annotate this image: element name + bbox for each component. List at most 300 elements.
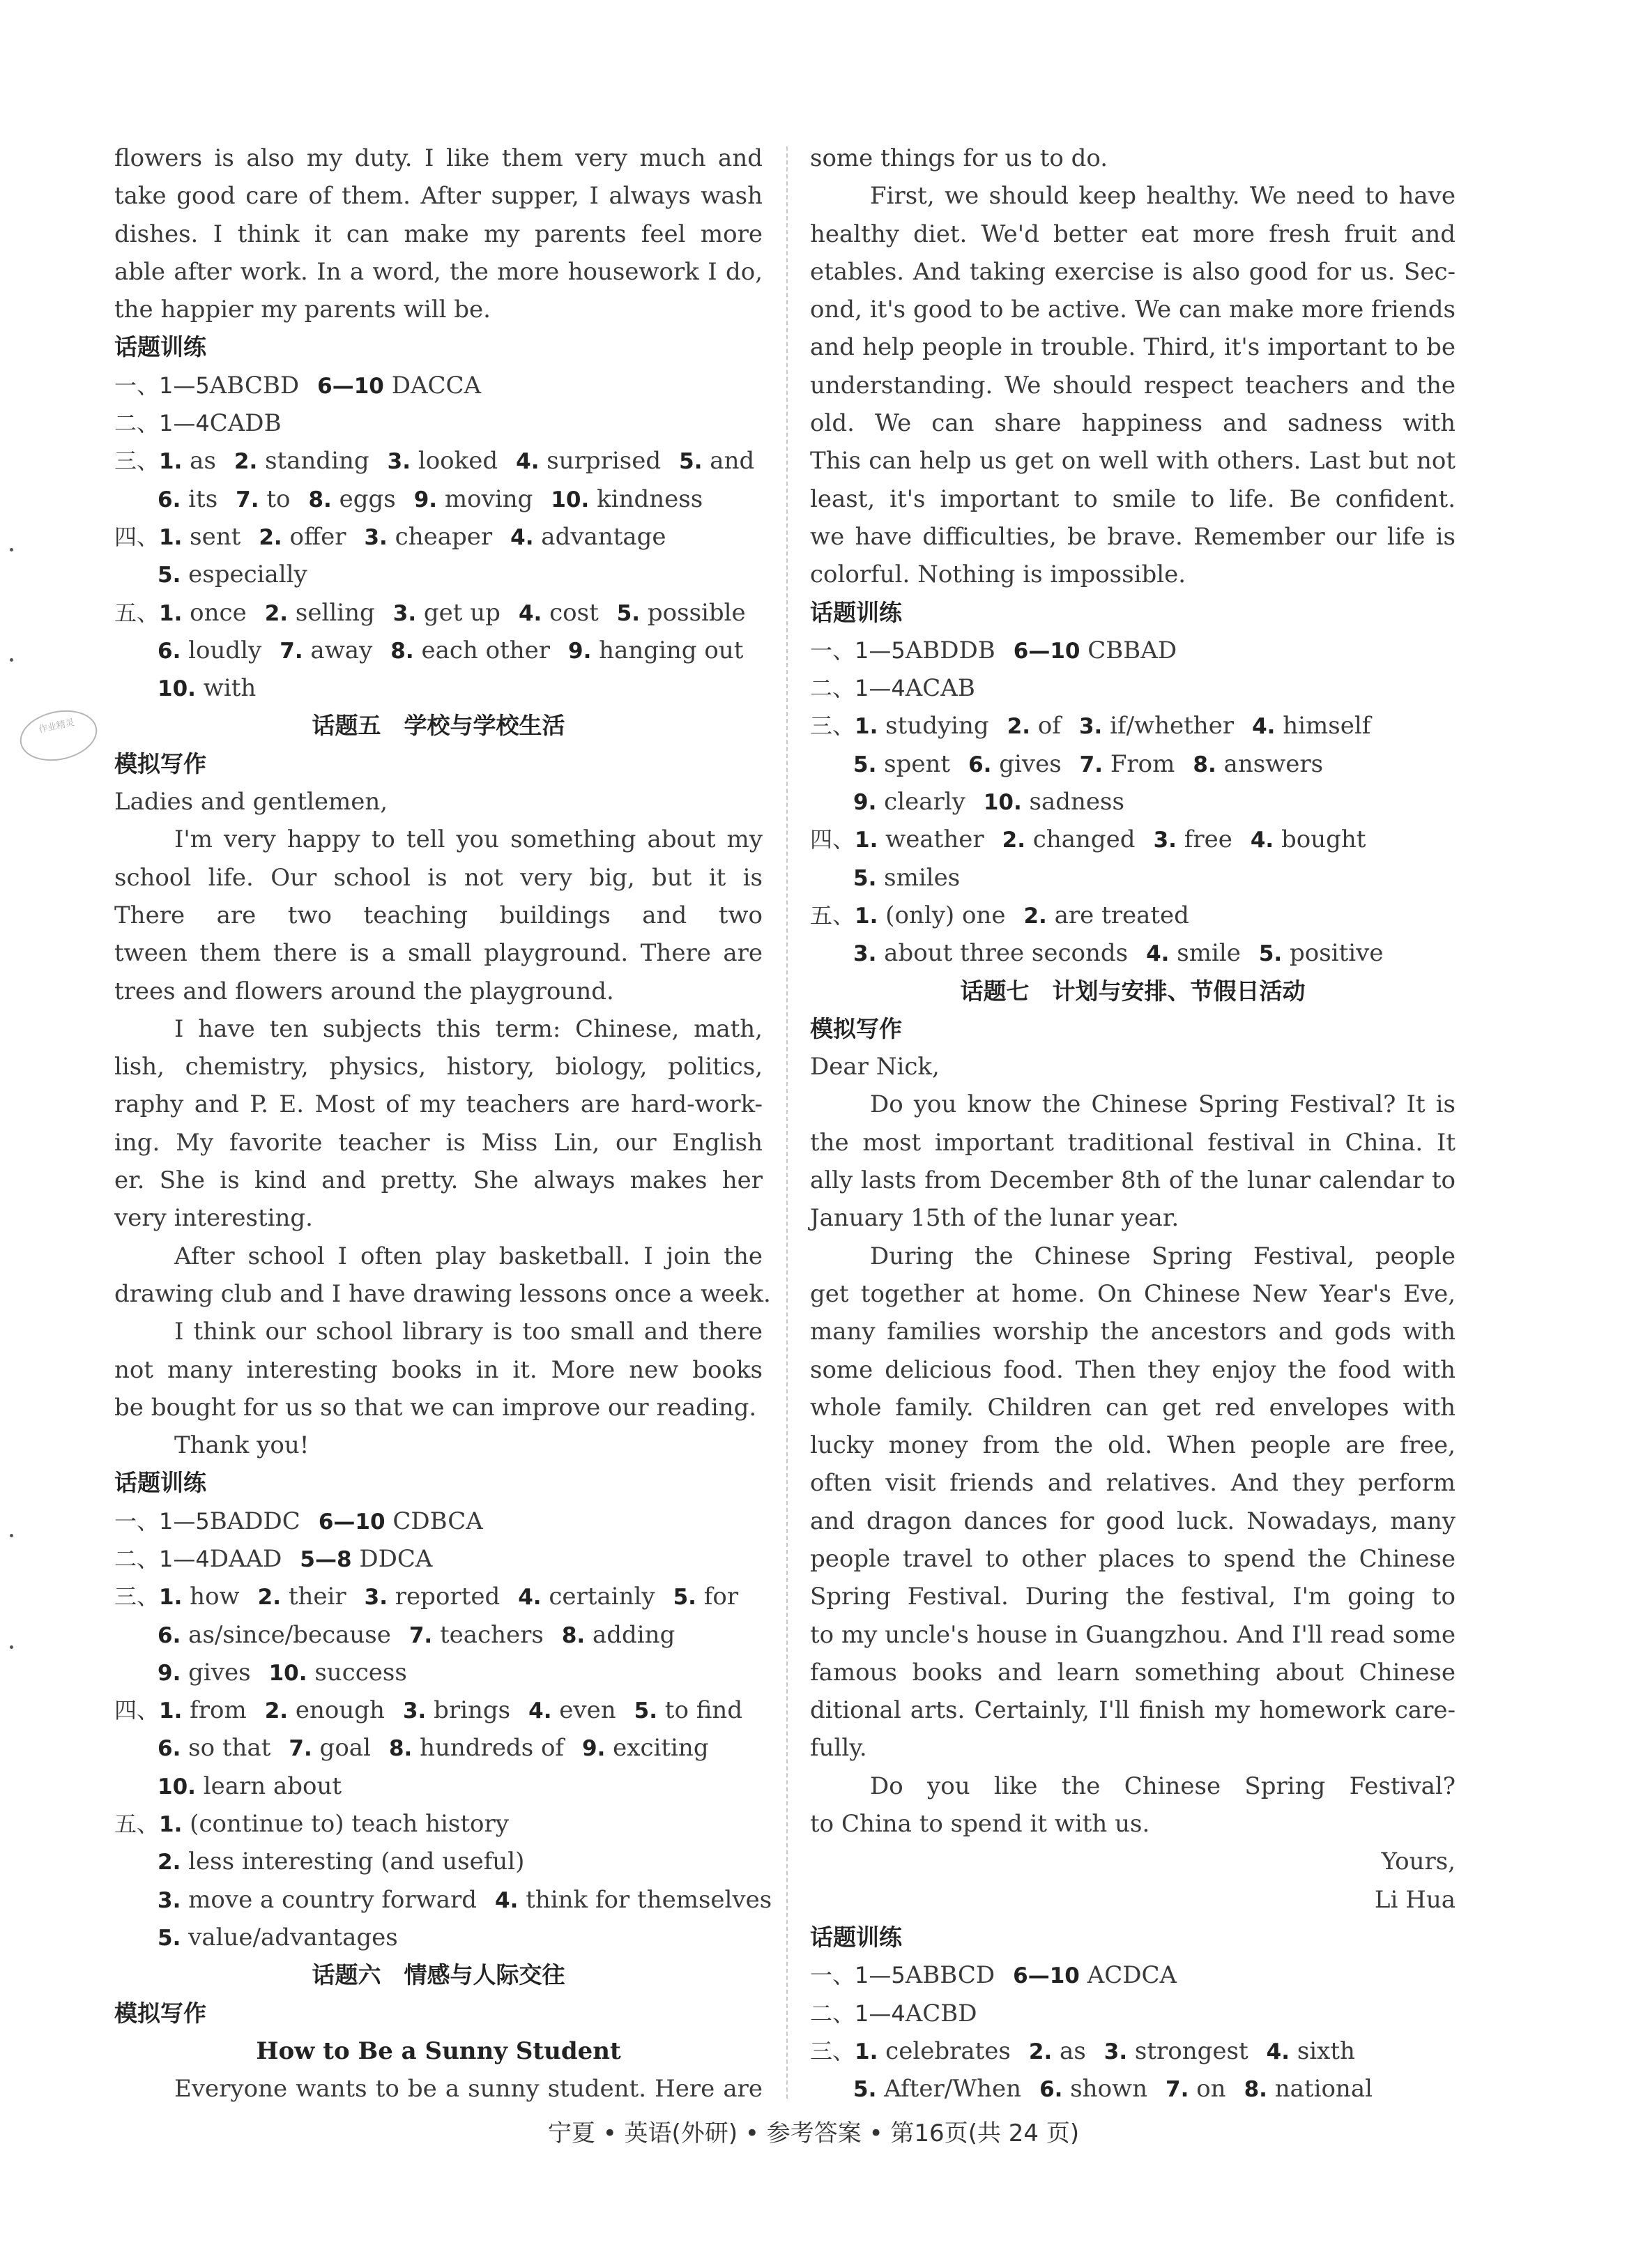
section-number: 五、 — [114, 1811, 160, 1838]
watermark-stamp — [15, 703, 102, 768]
answer-item — [258, 1578, 346, 1616]
section-label: 模拟写作 — [114, 749, 206, 777]
section-number: 五、 — [114, 599, 160, 626]
answer-number: 2. — [1002, 828, 1025, 853]
answer-row — [114, 1767, 763, 1805]
answer-number: 2. — [234, 449, 258, 475]
answer-number: 3. — [387, 449, 411, 475]
answer-number: 5. — [634, 1698, 657, 1724]
answer-text: ABDDB — [905, 636, 995, 664]
answer-row — [114, 1691, 763, 1729]
answer-text: weather — [878, 825, 984, 854]
answer-block — [114, 1502, 772, 1957]
section-number: 二、1—4 — [810, 2000, 906, 2027]
answer-item — [1267, 2032, 1355, 2071]
essay — [114, 783, 771, 1464]
answer-item — [562, 1616, 675, 1654]
answer-item — [853, 2070, 1021, 2108]
answer-text: positive — [1282, 939, 1384, 968]
answer-text: sixth — [1290, 2037, 1355, 2065]
answer-block — [810, 632, 1456, 973]
essay-line: Everyone wants to be a sunny student. Here are — [174, 2075, 763, 2103]
essay-line: During the Chinese Spring Festival, people — [870, 1242, 1456, 1270]
essay-line: fully. — [810, 1734, 867, 1763]
answer-text: on — [1189, 2075, 1226, 2103]
answer-text: think for themselves — [518, 1885, 772, 1914]
answer-text: ABCBD — [209, 371, 300, 399]
answer-item — [528, 1691, 616, 1730]
answer-text: answers — [1216, 749, 1324, 778]
answer-row — [810, 2032, 1456, 2070]
essay-line: people travel to other places to spend the Chinese — [810, 1544, 1456, 1573]
binding-dot — [10, 548, 13, 551]
essay-line: I think our school library is too small and there — [174, 1318, 763, 1346]
section-number: 三、 — [810, 2037, 855, 2064]
answer-text: value/advantages — [181, 1923, 398, 1951]
answer-text: learn about — [195, 1772, 342, 1800]
answer-number: 2. — [1007, 714, 1031, 740]
answer-text: ACBD — [905, 1999, 977, 2027]
answer-row — [810, 745, 1456, 783]
answer-text: their — [281, 1583, 346, 1611]
answer-number: 1. — [159, 1585, 183, 1611]
essay-line: er. She is kind and pretty. She always makes her — [114, 1166, 763, 1195]
answer-item — [1193, 745, 1323, 784]
essay-line: the most important traditional festival in China. It — [810, 1128, 1456, 1157]
answer-item — [158, 1616, 391, 1654]
answer-text: DACCA — [391, 371, 482, 399]
answer-text: so that — [181, 1734, 271, 1763]
essay-line: I'm very happy to tell you something about my — [174, 825, 763, 854]
answer-row — [810, 897, 1456, 934]
answer-number: 10. — [158, 676, 196, 702]
answer-item — [158, 1654, 251, 1692]
answer-number: 2. — [158, 1850, 181, 1875]
answer-row — [810, 783, 1456, 821]
answer-text: From — [1103, 749, 1175, 778]
answer-item — [390, 632, 550, 670]
answer-text: DAAD — [209, 1544, 282, 1573]
answer-number: 4. — [1266, 2039, 1290, 2064]
section-number: 四、 — [114, 1697, 160, 1724]
answer-number: 5. — [158, 1925, 181, 1951]
answer-row — [114, 1616, 763, 1654]
answer-item — [409, 1616, 544, 1654]
answer-text: of — [1030, 712, 1061, 740]
answer-number: 3. — [402, 1698, 427, 1724]
answer-row — [114, 480, 763, 518]
answer-item — [1023, 897, 1189, 935]
section-number: 一、1—5 — [810, 637, 906, 664]
essay-line: understanding. We should respect teachers and the — [810, 371, 1456, 399]
answer-number: 10. — [158, 1774, 196, 1799]
answer-item — [389, 1729, 564, 1767]
answer-item — [159, 1578, 240, 1616]
essay-line: get together at home. On Chinese New Year's Eve, — [810, 1279, 1456, 1308]
answer-item — [984, 783, 1124, 821]
essay-line: we have difficulties, be brave. Remember our life is — [810, 522, 1456, 551]
section-label: 模拟写作 — [114, 1999, 206, 2027]
essay-line: not many interesting books in it. More new books — [114, 1355, 763, 1384]
essay-signoff: Yours, — [1381, 1848, 1456, 1876]
answer-row — [810, 632, 1456, 669]
answer-number: 10. — [268, 1660, 307, 1686]
essay-continuation — [810, 139, 1456, 594]
essay-continuation — [114, 139, 763, 328]
answer-row — [810, 707, 1456, 745]
answer-item — [1039, 2070, 1147, 2108]
answer-number: 8. — [1244, 2077, 1267, 2103]
answer-row — [810, 821, 1456, 858]
answer-text: ACAB — [905, 674, 975, 703]
essay-line: ally lasts from December 8th of the lunar calendar to — [810, 1166, 1456, 1195]
answer-item — [1166, 2070, 1226, 2108]
section-number: 二、1—4 — [810, 675, 906, 702]
answer-item — [308, 480, 395, 519]
answer-text: eggs — [331, 485, 396, 513]
section-label: 话题训练 — [114, 1469, 206, 1497]
essay-line: and help people in trouble. Third, it's important to be — [810, 333, 1456, 362]
essay-line: ond, it's good to be active. We can make more friends — [810, 296, 1456, 324]
answer-number: 6. — [158, 487, 181, 512]
answer-number: 6. — [1039, 2077, 1063, 2103]
answer-text: offer — [282, 522, 346, 551]
answer-text: smiles — [876, 863, 961, 892]
answer-item — [519, 594, 599, 632]
essay-line: some things for us to do. — [810, 144, 1108, 172]
answer-text: CADB — [209, 409, 282, 438]
section-number: 三、 — [114, 448, 160, 475]
answer-number: 5. — [853, 2077, 877, 2103]
answer-text: certainly — [541, 1583, 655, 1611]
answer-item — [364, 518, 492, 556]
section-number: 二、1—4 — [114, 1545, 210, 1572]
answer-text: to find — [657, 1696, 743, 1725]
section-number: 三、 — [114, 1583, 160, 1611]
answer-number: 4. — [1146, 941, 1170, 967]
answer-row — [114, 367, 763, 404]
essay-line: lucky money from the old. When people are free, — [810, 1431, 1456, 1460]
essay-greeting: Ladies and gentlemen, — [114, 788, 388, 816]
essay-line: often visit friends and relatives. And they perform — [810, 1469, 1456, 1498]
answer-number: 2. — [1028, 2039, 1053, 2064]
answer-row — [114, 594, 763, 632]
answer-text: less interesting (and useful) — [181, 1848, 525, 1876]
binding-dot — [10, 1645, 13, 1649]
answer-number: 9. — [568, 638, 592, 664]
answer-text: away — [303, 636, 373, 664]
section-label: 模拟写作 — [810, 1014, 902, 1042]
answer-row — [114, 404, 763, 442]
answer-number: 7. — [1166, 2077, 1189, 2103]
answer-text: as/since/because — [181, 1620, 391, 1649]
essay-line: tween them there is a small playground. There are — [114, 939, 763, 968]
section-label: 话题训练 — [810, 598, 902, 626]
answer-item — [158, 1729, 270, 1767]
answer-row — [114, 1729, 763, 1767]
answer-item — [855, 821, 984, 859]
answer-row — [114, 442, 763, 480]
answer-number: 8. — [561, 1622, 586, 1648]
answer-number: 5. — [853, 752, 877, 777]
essay-line: many families worship the ancestors and gods with — [810, 1318, 1456, 1346]
answer-number: 3. — [853, 941, 877, 967]
answer-text: CBBAD — [1087, 636, 1177, 664]
essay-line: the happier my parents will be. — [114, 296, 491, 324]
answer-text: how — [182, 1583, 240, 1611]
essay-line: trees and flowers around the playground. — [114, 977, 614, 1005]
answer-text: bought — [1274, 825, 1366, 854]
answer-text: enough — [288, 1696, 385, 1725]
answer-number: 5. — [158, 563, 181, 588]
essay-line: Spring Festival. During the festival, I'm going to — [810, 1583, 1456, 1611]
binding-dot — [10, 1534, 13, 1537]
answer-number: 5. — [679, 449, 703, 475]
answer-item — [1251, 821, 1366, 859]
answer-text: advantage — [533, 522, 666, 551]
answer-number: 4. — [510, 524, 534, 550]
answer-number: 1. — [159, 600, 183, 626]
answer-text: possible — [640, 598, 746, 627]
answer-number: 4. — [1252, 714, 1276, 740]
answer-text: success — [307, 1658, 407, 1687]
answer-block — [810, 1956, 1456, 2108]
answer-number: 8. — [388, 1736, 413, 1762]
answer-row — [114, 1919, 763, 1956]
answer-number: 1. — [855, 828, 878, 853]
essay-line: After school I often play basketball. I join the — [174, 1242, 763, 1270]
essay-line: etables. And taking exercise is also good for us. Sec- — [810, 257, 1456, 286]
answer-number: 5—8 — [300, 1546, 360, 1572]
answer-number: 5. — [673, 1585, 696, 1611]
answer-text: once — [182, 598, 247, 627]
answer-item — [269, 1654, 407, 1692]
answer-row — [114, 632, 763, 669]
answer-number: 4. — [518, 1585, 542, 1611]
answer-number: 7. — [289, 1736, 312, 1762]
answer-number: 8. — [1193, 752, 1216, 777]
answer-number: 10. — [983, 790, 1022, 816]
answer-text: DDCA — [359, 1544, 433, 1573]
page-footer: 宁夏 • 英语(外研) • 参考答案 • 第16页(共 24 页) — [547, 2119, 1080, 2147]
answer-text: about three seconds — [876, 939, 1129, 968]
answer-item — [516, 442, 661, 480]
answer-text: hanging out — [591, 636, 744, 664]
essay-line: There are two teaching buildings and two — [114, 901, 763, 929]
answer-item — [289, 1729, 371, 1767]
answer-number: 9. — [853, 790, 877, 816]
answer-number: 2. — [259, 524, 282, 550]
answer-number: 2. — [264, 1698, 289, 1724]
answer-item — [159, 1805, 509, 1843]
answer-item — [1029, 2032, 1086, 2071]
answer-item — [495, 1881, 772, 1919]
essay-line: least, it's important to smile to life. Be confident. — [810, 485, 1456, 513]
answer-number: 2. — [1023, 903, 1047, 929]
section-label: 话题训练 — [114, 333, 206, 361]
answer-number: 7. — [236, 487, 259, 512]
answer-item — [158, 1767, 342, 1806]
answer-item — [393, 594, 501, 632]
answer-item — [280, 632, 372, 670]
answer-number: 6. — [968, 752, 992, 777]
answer-number: 3. — [364, 524, 388, 550]
essay-line: drawing club and I have drawing lessons once a week. — [114, 1279, 771, 1308]
answer-row — [114, 1805, 763, 1843]
answer-text: BADDC — [209, 1507, 300, 1535]
answer-item — [388, 442, 498, 480]
answer-number: 5. — [853, 865, 877, 891]
essay-line: lish, chemistry, physics, history, biology, politics, — [114, 1053, 763, 1081]
essay — [810, 1048, 1456, 1919]
answer-text: free — [1176, 825, 1232, 854]
answer-number: 5. — [616, 600, 641, 626]
answer-number: 4. — [528, 1698, 552, 1724]
answer-text: as — [1052, 2037, 1086, 2065]
answer-row — [114, 1540, 763, 1578]
answer-text: as — [182, 447, 216, 475]
section-number: 五、 — [810, 901, 855, 929]
essay-line: and dragon dances for good luck. Nowadays, many — [810, 1507, 1456, 1535]
answer-text: gives — [181, 1658, 251, 1687]
answer-item — [1080, 745, 1175, 784]
essay-line: to China to spend it with us. — [810, 1810, 1150, 1839]
essay-line: old. We can share happiness and sadness with — [810, 409, 1456, 438]
essay-title: How to Be a Sunny Student — [256, 2037, 621, 2065]
answer-number: 1. — [855, 903, 878, 929]
answer-text: CDBCA — [392, 1507, 483, 1535]
answer-item — [158, 632, 261, 670]
answer-item — [158, 1881, 477, 1919]
answer-text: spent — [876, 749, 951, 778]
essay-line: famous books and learn something about Chinese — [810, 1658, 1456, 1687]
answer-number: 1. — [159, 1698, 183, 1724]
answer-text: national — [1267, 2075, 1373, 2103]
section-number: 一、1—5 — [114, 372, 210, 399]
answer-text: with — [195, 674, 257, 703]
answer-text: each other — [413, 636, 551, 664]
answer-text: adding — [585, 1620, 675, 1649]
section-number: 二、1—4 — [114, 410, 210, 437]
answer-item — [158, 669, 256, 708]
answer-item — [634, 1691, 742, 1730]
answer-item — [853, 859, 960, 897]
answer-text: get up — [416, 598, 501, 627]
answer-number: 1. — [159, 1812, 183, 1838]
section-number: 一、1—5 — [114, 1507, 210, 1535]
answer-text: celebrates — [878, 2037, 1011, 2065]
answer-text: looked — [411, 447, 498, 475]
essay-signature: Li Hua — [1374, 1885, 1456, 1914]
answer-number: 3. — [1078, 714, 1103, 740]
answer-number: 1. — [855, 714, 878, 740]
essay-line: Do you like the Chinese Spring Festival? — [870, 1772, 1456, 1800]
answer-item — [853, 745, 950, 784]
answer-item — [265, 1691, 385, 1730]
answer-text: strongest — [1127, 2037, 1248, 2065]
answer-text: hundreds of — [412, 1734, 565, 1763]
answer-row — [114, 556, 763, 593]
answer-text: teachers — [432, 1620, 544, 1649]
answer-row — [114, 1578, 763, 1615]
answer-row — [114, 1654, 763, 1691]
answer-item — [158, 480, 217, 519]
essay-line: Do you know the Chinese Spring Festival? It is — [870, 1090, 1456, 1119]
answer-number: 2. — [257, 1585, 282, 1611]
essay-line: raphy and P. E. Most of my teachers are hard-work- — [114, 1090, 763, 1119]
answer-text: surprised — [539, 447, 662, 475]
essay-line: school life. Our school is not very big, but it is — [114, 863, 763, 892]
answer-item — [158, 1843, 524, 1881]
right-column — [810, 139, 1456, 2108]
answer-item — [855, 897, 1005, 935]
answer-item — [1002, 821, 1136, 859]
answer-text: move a country forward — [181, 1885, 478, 1914]
answer-row — [810, 1995, 1456, 2032]
answer-number: 6—10 — [318, 1509, 393, 1535]
answer-number: 6. — [158, 1622, 181, 1648]
answer-item — [414, 480, 533, 519]
answer-number: 8. — [308, 487, 332, 512]
answer-item — [855, 707, 989, 745]
answer-text: especially — [181, 561, 307, 589]
answer-number: 4. — [1250, 828, 1274, 853]
answer-item — [259, 518, 346, 556]
answer-number: 4. — [516, 449, 540, 475]
answer-text: and — [702, 447, 755, 475]
answer-row — [114, 518, 763, 556]
answer-text: for — [696, 1583, 739, 1611]
answer-text: cost — [542, 598, 599, 627]
answer-number: 4. — [495, 1887, 519, 1913]
answer-number: 10. — [551, 487, 590, 512]
answer-number: 9. — [413, 487, 438, 512]
section-number: 四、 — [810, 826, 855, 853]
answer-text: selling — [288, 598, 375, 627]
essay-line: January 15th of the lunar year. — [810, 1204, 1179, 1233]
answer-text: exciting — [605, 1734, 709, 1763]
essay-line: take good care of them. After supper, I always wash — [114, 182, 763, 211]
answer-text: (only) one — [878, 901, 1006, 929]
answer-number: 6—10 — [1013, 1963, 1087, 1989]
essay-line: flowers is also my duty. I like them very much and — [114, 144, 763, 172]
answer-item — [1079, 707, 1234, 745]
answer-number: 1. — [159, 524, 183, 550]
answer-number: 3. — [158, 1887, 181, 1913]
binding-dot — [10, 658, 13, 662]
answer-item — [1244, 2070, 1373, 2108]
answer-number: 1. — [159, 449, 183, 475]
answer-text: to — [259, 485, 291, 513]
answer-number: 5. — [1258, 941, 1283, 967]
answer-number: 1. — [855, 2039, 878, 2064]
answer-text: loudly — [181, 636, 262, 664]
answer-text: goal — [312, 1734, 371, 1763]
answer-item — [236, 480, 290, 519]
essay-greeting: Dear Nick, — [810, 1053, 940, 1081]
answer-number: 3. — [1103, 2039, 1128, 2064]
answer-item — [159, 1691, 247, 1730]
essay-line: colorful. Nothing is impossible. — [810, 561, 1186, 589]
topic-title: 话题七 计划与安排、节假日活动 — [960, 977, 1306, 1005]
answer-item — [159, 442, 216, 480]
answer-number: 7. — [1079, 752, 1103, 777]
answer-item — [853, 934, 1128, 973]
answer-item — [518, 1578, 655, 1616]
answer-item — [855, 2032, 1011, 2071]
answer-row — [114, 669, 763, 707]
answer-text: gives — [991, 749, 1062, 778]
